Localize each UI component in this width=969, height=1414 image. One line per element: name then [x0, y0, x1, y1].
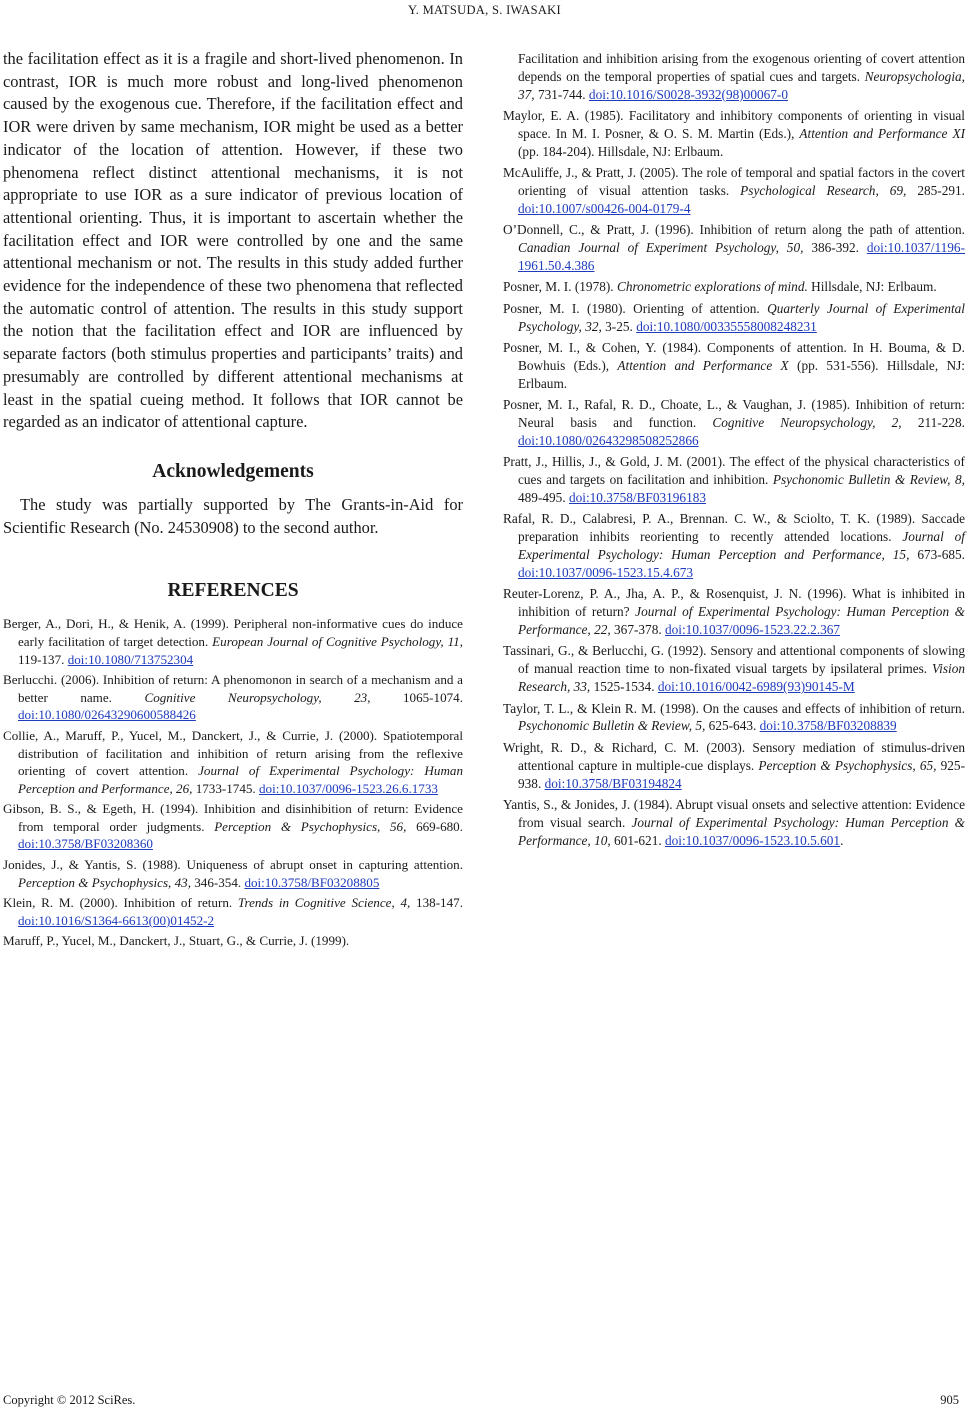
reference-entry [3, 800, 463, 853]
reference-text: Posner, M. I. (1978). [503, 279, 617, 295]
doi-link[interactable]: doi:10.1007/s00426-004-0179-4 [518, 201, 691, 217]
reference-continuation [503, 50, 965, 104]
doi-link[interactable]: doi:10.1016/S0028-3932(98)00067-0 [588, 86, 788, 102]
reference-text: Gibson, B. S., & Egeth, H. (1994). Inhibition and disinhibition of return: Evidence from temporal order judgments. [3, 801, 463, 834]
reference-entry [503, 642, 965, 696]
reference-text: Posner, M. I., & Cohen, Y. (1984). Components of attention. In H. Bouma, & D. Bowhuis (Eds.), [503, 339, 965, 373]
reference-list-left [3, 615, 463, 950]
reference-entry [503, 164, 965, 218]
reference-journal: Chronometric explorations of mind. [616, 279, 808, 295]
doi-link[interactable]: doi:10.1037/0096-1523.22.2.367 [665, 622, 841, 638]
reference-pages: 367-378. [610, 622, 665, 638]
reference-text: Klein, R. M. (2000). Inhibition of return. [3, 895, 238, 911]
reference-pages: 119-137. [18, 651, 68, 667]
doi-link[interactable]: doi:10.3758/BF03208360 [18, 836, 153, 852]
reference-text: Maylor, E. A. (1985). Facilitatory and inhibitory components of orienting in visual space. In M. I. Posner, & O. S. M. Martin (Eds.), [503, 108, 965, 142]
reference-text: Taylor, T. L., & Klein R. M. (1998). On the causes and effects of inhibition of return. [503, 700, 965, 716]
reference-pages: (pp. 531-556). Hillsdale, NJ: Erlbaum. [518, 357, 965, 391]
reference-entry [503, 396, 965, 450]
reference-text: Posner, M. I., Rafal, R. D., Choate, L., & Vaughan, J. (1985). Inhibition of return: Neural basis and function. [503, 397, 965, 430]
reference-pages: 669-680. [406, 818, 463, 834]
reference-text: Jonides, J., & Yantis, S. (1988). Uniqueness of abrupt onset in capturing attention. [3, 857, 463, 873]
reference-pages: 731-744. [534, 86, 589, 102]
reference-journal: Quarterly Journal of Experimental Psychology, 32, [518, 300, 965, 334]
reference-journal: Attention and Performance XI [799, 126, 965, 142]
reference-journal: Perception & Psychophysics, 43, [18, 874, 191, 890]
reference-pages: 673-685. [909, 547, 965, 563]
reference-text: Reuter-Lorenz, P. A., Jha, A. P., & Rosenquist, J. N. (1996). What is inhibited in inhibition of return? [503, 586, 965, 620]
reference-text: Yantis, S., & Jonides, J. (1984). Abrupt visual onsets and selective attention: Evidence from visual search. [503, 796, 965, 830]
reference-text: McAuliffe, J., & Pratt, J. (2005). The role of temporal and spatial factors in the covert orienting of visual attention tasks. [503, 165, 965, 199]
reference-journal: European Journal of Cognitive Psychology, 11, [212, 633, 463, 649]
doi-link[interactable]: doi:10.1080/00335558008248231 [636, 318, 817, 334]
reference-journal: Psychonomic Bulletin & Review, 8, [772, 472, 965, 488]
reference-pages: 601-621. [610, 832, 665, 848]
doi-link[interactable]: doi:10.3758/BF03194824 [544, 775, 682, 791]
references-heading: REFERENCES [167, 580, 299, 602]
reference-journal: Journal of Experimental Psychology: Human Perception and Performance, 26, [18, 763, 463, 796]
reference-journal: Psychological Research, 69, [740, 183, 907, 199]
reference-entry [503, 739, 965, 793]
reference-entry [503, 585, 965, 639]
reference-pages: 285-291. [906, 183, 965, 199]
reference-pages: 1525-1534. [590, 679, 658, 695]
reference-entry [503, 700, 965, 736]
reference-end: . [840, 832, 844, 848]
running-header: Y. MATSUDA, S. IWASAKI [408, 3, 561, 17]
reference-entry [503, 278, 965, 296]
doi-link[interactable]: doi:10.3758/BF03196183 [568, 489, 707, 505]
discussion-paragraph: the facilitation effect as it is a fragile and short-lived phenomenon. In contrast, IOR is much more robust and long-lived phenomenon caused by the exogenous cue. Therefore, if the facilitation effect and IOR were driven by same mechanism, IOR might be used as a better indicator of the location of attention. However, if these two phenomena reflect distinct attentional mechanisms, it is not appropriate to use IOR as a sure indicator of previous location of attentional orienting. Thus, it is important to ascertain whether the facilitation effect and IOR were controlled by one and the same attentional mechanism or not. The results in this study added further evidence for the independence of these two phenomena that reflected the automatic control of attention. The results in this study support the notion that the facilitation effect and IOR are influenced by separate factors (both stimulus properties and participants’ traits) and presumably are controlled by different attentional mechanisms at least in the spatial cueing method. It follows that IOR cannot be regarded as an indicator of attentional capture. [3, 49, 463, 432]
reference-journal: Journal of Experimental Psychology: Human Perception & Performance, 22, [518, 604, 966, 638]
reference-journal: Perception & Psychophysics, 56, [214, 818, 407, 834]
reference-entry [3, 615, 463, 668]
reference-pages: 138-147. [410, 895, 463, 911]
doi-link[interactable]: doi:10.3758/BF03208805 [244, 874, 380, 890]
reference-journal: Journal of Experimental Psychology: Human Perception & Performance, 10, [518, 814, 965, 848]
reference-pages: Hillsdale, NJ: Erlbaum. [807, 279, 937, 295]
reference-journal: Cognitive Neuropsychology, 2, [712, 414, 902, 430]
reference-journal: Neuropsychologia, 37, [518, 68, 965, 102]
doi-link[interactable]: doi:10.3758/BF03208839 [759, 718, 897, 734]
reference-journal: Trends in Cognitive Science, 4, [237, 895, 411, 911]
reference-journal: Journal of Experimental Psychology: Human Perception and Performance, 15, [518, 529, 965, 563]
reference-pages: 925-938. [518, 757, 965, 791]
right-column [503, 50, 965, 853]
reference-entry [503, 453, 965, 507]
doi-link[interactable]: doi:10.1037/0096-1523.26.6.1733 [258, 780, 438, 796]
reference-text: Tassinari, G., & Berlucchi, G. (1992). Sensory and attentional components of slowing of manual reaction time to non-fixated visual targets by ipsilateral primes. [503, 643, 965, 677]
reference-entry [3, 894, 463, 929]
doi-link[interactable]: doi:10.1080/02643290600588426 [18, 707, 196, 723]
reference-entry [503, 796, 965, 850]
reference-entry [3, 727, 463, 797]
reference-text: Rafal, R. D., Calabresi, P. A., Brennan. C. W., & Sciolto, T. K. (1989). Saccade preparation inhibits reorienting to recently attended locations. [503, 511, 965, 545]
doi-link[interactable]: doi:10.1037/0096-1523.10.5.601 [665, 832, 841, 848]
reference-entry [3, 932, 463, 950]
reference-text: Berlucchi. (2006). Inhibition of return: A phenomonon in search of a mechanism and a better name. [3, 672, 463, 705]
reference-pages: 386-392. [803, 240, 867, 256]
copyright-notice: Copyright © 2012 SciRes. [3, 1393, 136, 1407]
reference-pages: 3-25. [601, 318, 637, 334]
reference-entry [3, 856, 463, 891]
reference-entry [503, 510, 965, 582]
reference-pages: (pp. 184-204). Hillsdale, NJ: Erlbaum. [518, 143, 724, 159]
reference-pages: 346-354. [190, 874, 245, 890]
reference-text: Posner, M. I. (1980). Orienting of attention. [503, 300, 768, 316]
doi-link[interactable]: doi:10.1016/0042-6989(93)90145-M [657, 679, 855, 695]
reference-entry [503, 107, 965, 161]
reference-pages: 1065-1074. [370, 689, 464, 705]
reference-text: Maruff, P., Yucel, M., Danckert, J., Stuart, G., & Currie, J. (1999). [3, 933, 350, 949]
reference-entry [3, 671, 463, 724]
reference-pages: 211-228. [901, 414, 965, 430]
reference-text: Collie, A., Maruff, P., Yucel, M., Danckert, J., & Currie, J. (2000). Spatiotemporal distribution of facilitation and inhibition of return arising from the reflexive orienting of covert attention. [3, 727, 463, 779]
left-column [3, 48, 463, 953]
reference-journal: Psychonomic Bulletin & Review, 5, [518, 718, 706, 734]
reference-journal: Vision Research, 33, [518, 661, 965, 695]
reference-journal: Perception & Psychophysics, 65, [758, 757, 937, 773]
reference-journal: Cognitive Neuropsychology, 23, [144, 689, 371, 705]
reference-text: O’Donnell, C., & Pratt, J. (1996). Inhibition of return along the path of attention. [503, 222, 965, 238]
reference-text: Berger, A., Dori, H., & Henik, A. (1999). Peripheral non-informative cues do induce early facilitation of target detection. [3, 616, 463, 649]
reference-entry [503, 300, 965, 336]
reference-list-right [503, 107, 965, 849]
reference-text: Facilitation and inhibition arising from the exogenous orienting of covert attention depends on the temporal properties of spatial cues and targets. [518, 51, 965, 84]
page-number: 905 [940, 1393, 959, 1407]
acknowledgements-text: The study was partially supported by The Grants-in-Aid for Scientific Research (No. 24530908) to the second author. [3, 494, 463, 537]
reference-text: Wright, R. D., & Richard, C. M. (2003). Sensory mediation of stimulus-driven attentional capture in multiple-cue displays. [503, 739, 965, 773]
doi-link[interactable]: doi:10.1037/1196-1961.50.4.386 [518, 240, 965, 274]
doi-link[interactable]: doi:10.1080/713752304 [67, 651, 194, 667]
acknowledgements-heading: Acknowledgements [152, 460, 314, 482]
reference-journal: Attention and Performance X [617, 357, 789, 373]
reference-text: Pratt, J., Hillis, J., & Gold, J. M. (2001). The effect of the physical characteristics of cues and targets on facilitation and inhibition. [503, 454, 965, 488]
reference-pages: 1733-1745. [192, 780, 259, 796]
doi-link[interactable]: doi:10.1037/0096-1523.15.4.673 [518, 564, 694, 580]
reference-entry [503, 50, 965, 104]
reference-entry [503, 221, 965, 275]
reference-pages: 625-643. [705, 718, 760, 734]
reference-pages: 489-495. [518, 489, 569, 505]
doi-link[interactable]: doi:10.1080/02643298508252866 [518, 432, 699, 448]
reference-journal: Canadian Journal of Experiment Psychology, 50, [518, 240, 804, 256]
doi-link[interactable]: doi:10.1016/S1364-6613(00)01452-2 [18, 912, 215, 928]
reference-entry [503, 339, 965, 393]
